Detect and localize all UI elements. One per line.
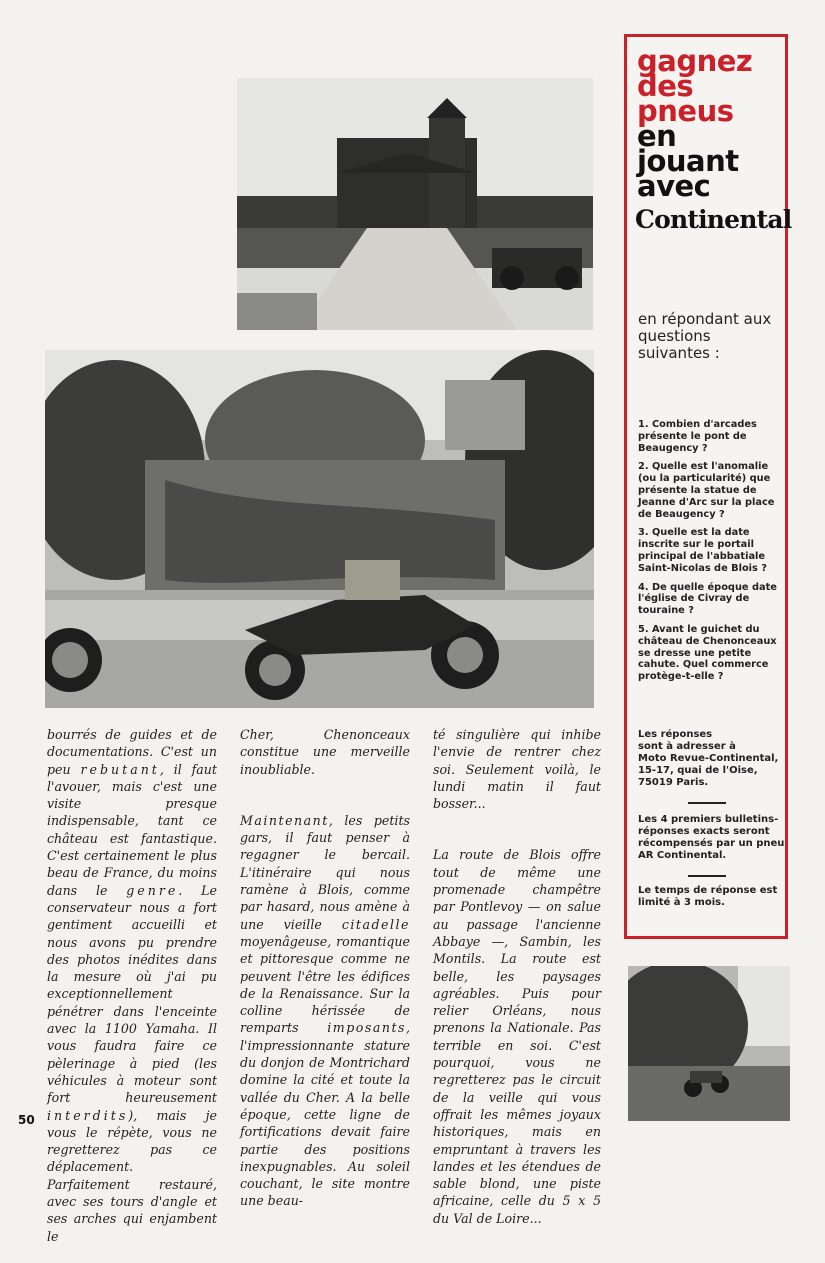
article-paragraph (47, 726, 217, 1245)
prize-text: Les 4 premiers bulletins-réponses exacts seront récompensés par un pneu AR Continental. (638, 814, 785, 861)
contest-intro: en répondant aux questions suivantes : (638, 310, 772, 362)
page-number: 50 (18, 1113, 35, 1127)
headline-line: jouant (637, 144, 739, 178)
article-column-1 (47, 726, 217, 1263)
address-line: Les réponses (638, 729, 713, 740)
article-paragraph: té singulière qui inhibe l'envie de rentrer chez soi. Seulement voilà, le lundi matin il faut bosser... (433, 727, 601, 812)
contest-box (624, 34, 792, 939)
text-run: , l'impressionnante stature du donjon de Montrichard domine la cité et toute la vallée du Cher. A la belle époque, cette ligne de fortifications devait faire partie des positions inexpugnables. Au soleil couchant, le site montre une beau- (240, 1020, 410, 1209)
article-paragraph: La route de Blois offre tout de même une promenade champêtre par Pontlevoy — on salue au passage l'ancienne Abbaye —, Sambin, les Montils. La route est belle, les paysages agréables. Puis pour relier Orléans, nous prenons la Nationale. Pas terrible en soi. C'est pourquoi, vous ne regretterez pas le circuit de la veille qui vous offrait les mêmes joyaux historiques, mais en empruntant à travers les landes et les étendues de sable blond, une piste africaine, celle du 5 x 5 du Val de Loire... (433, 847, 601, 1226)
article-paragraph: Cher, Chenonceaux constitue une merveille inoubliable. (240, 727, 410, 777)
river-motorcycle-photo (45, 350, 594, 708)
article-paragraph (240, 812, 410, 1210)
divider (688, 875, 726, 877)
headline-line: des (637, 69, 694, 103)
spaced-word: citadelle (341, 916, 410, 932)
article-column-2 (240, 726, 410, 1228)
headline-line: en (637, 119, 677, 153)
castle-photo (237, 78, 593, 330)
headline-line: pneus (637, 94, 734, 128)
text-run: ), mais je vous le répète, vous ne regretterez pas ce déplacement. Parfaitement restauré, avec ses tours d'angle et ses arches qui enjambent le (47, 1107, 217, 1244)
question-list (638, 419, 786, 690)
address-line: 75019 Paris. (638, 777, 709, 788)
spaced-word: imposants (327, 1020, 406, 1036)
address-line: Moto Revue-Continental, (638, 753, 779, 764)
question-item: 3. Quelle est la date inscrite sur le portail principal de l'abbatiale Saint-Nicolas de Blois ? (638, 527, 767, 574)
contest-headline (637, 44, 787, 203)
text-run: . Le conservateur nous a fort gentiment accueilli et nous avons pu prendre des photos inédites dans la mesure où j'ai pu exceptionnellement pénétrer dans l'enceinte avec la 1100 Yamaha. Il vous faudra faire ce pèlerinage à pied (les véhicules à moteur sont fort heureusement (47, 882, 217, 1106)
question-item: 1. Combien d'arcades présente le pont de Beaugency ? (638, 419, 757, 454)
headline-line: avec (637, 169, 711, 203)
divider (688, 802, 726, 804)
spaced-word: Maintenant (240, 812, 329, 828)
address-line: 15-17, quai de l'Oise, (638, 765, 758, 776)
spaced-word: genre (126, 882, 179, 898)
article-column-3 (433, 726, 601, 1245)
continental-logo: Continental (635, 205, 792, 234)
text-run: bourrés de guides et de documentations. C'est un peu (47, 727, 217, 777)
text-run: , les petits gars, il faut penser à regagner le bercail. L'itinéraire qui nous ramène à Blois, comme par hasard, nous amène à une vieille (240, 812, 410, 932)
address-line: sont à adresser à (638, 741, 736, 752)
forest-path-photo (628, 966, 790, 1121)
headline-line: gagnez (637, 44, 753, 78)
spaced-word: interdits (47, 1107, 129, 1123)
spaced-word: rebutant (80, 761, 160, 777)
text-run: moyenâgeuse, romantique et pittoresque comme ne peuvent l'être les édifices de la Renaissance. Sur la colline hérissée de remparts (240, 933, 410, 1036)
question-item: 5. Avant le guichet du château de Chenonceaux se dresse une petite cahute. Quel commerce protège-t-elle ? (638, 623, 777, 683)
deadline-text: Le temps de réponse est limité à 3 mois. (638, 885, 778, 908)
question-item: 4. De quelle époque date l'église de Civray de touraine ? (638, 581, 777, 617)
text-run: , il faut l'avouer, mais c'est une visite presque indispensable, tant ce château est fantastique. C'est certainement le plus beau de France, du moins dans le (47, 761, 217, 898)
answer-address (638, 729, 786, 789)
question-item: 2. Quelle est l'anomalie (ou la particularité) que présente la statue de Jeanne d'Arc sur la place de Beaugency ? (638, 461, 775, 520)
